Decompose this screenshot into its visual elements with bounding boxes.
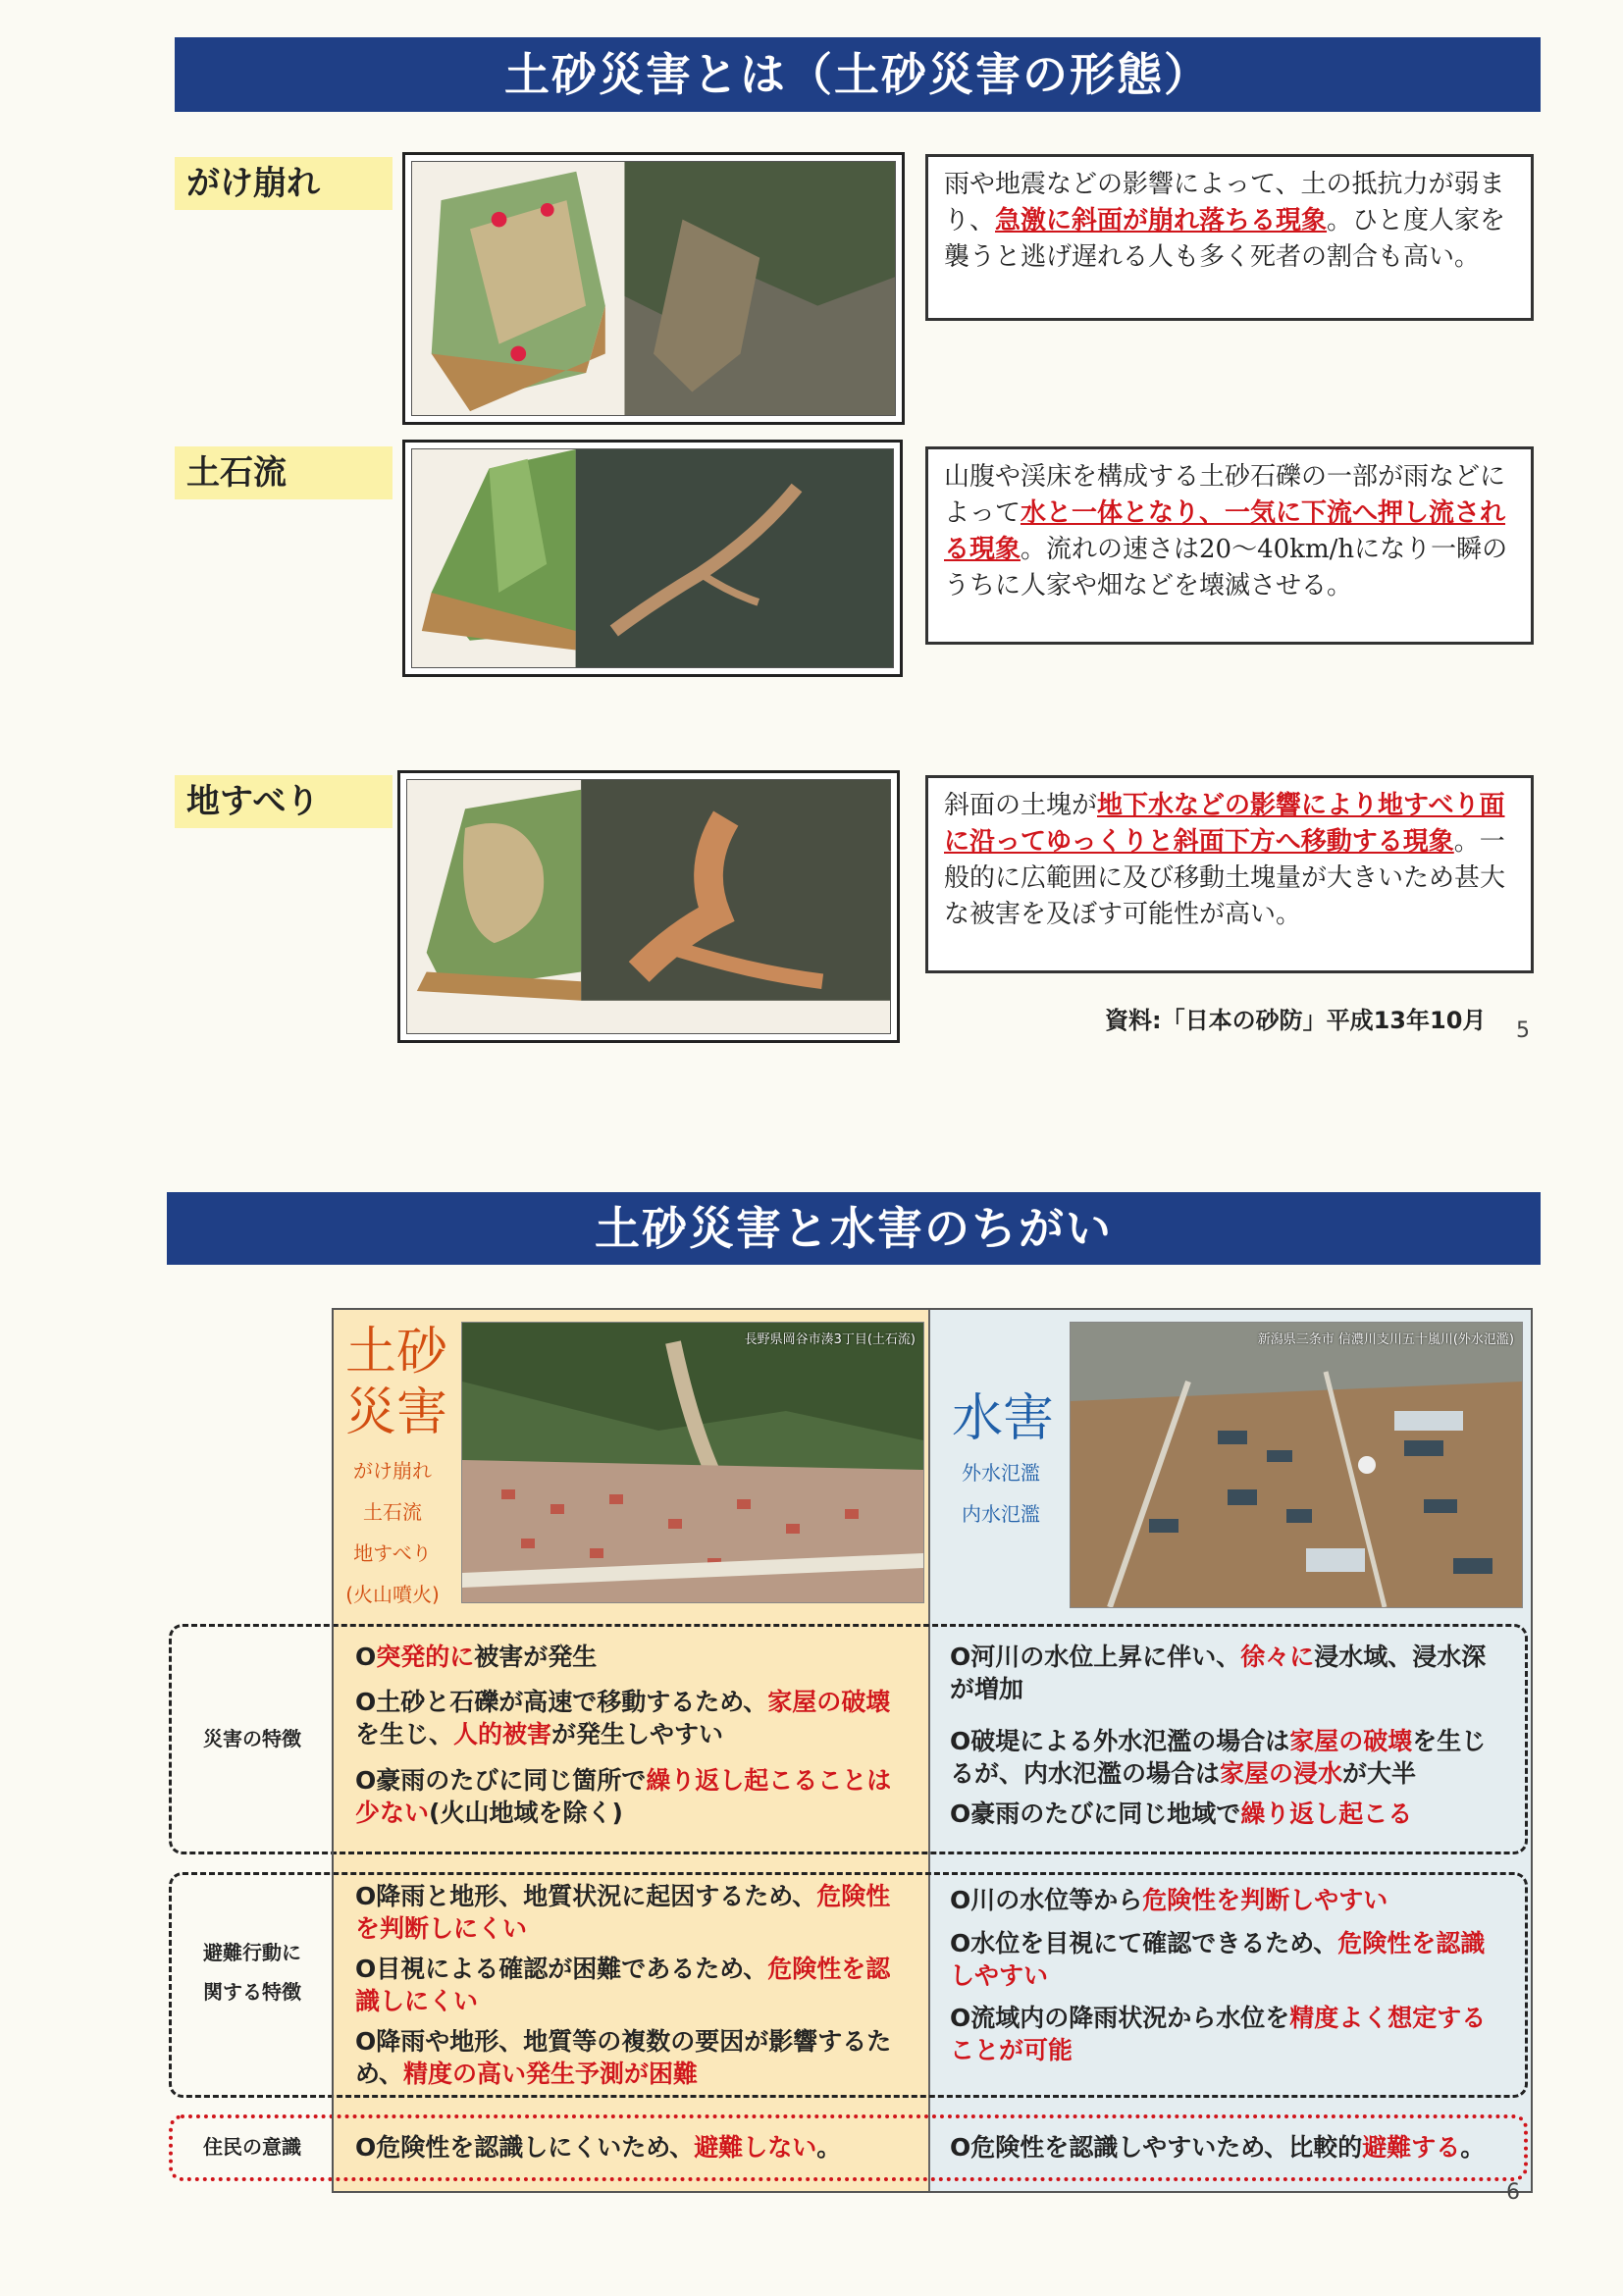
desc-jisuberi	[925, 775, 1534, 973]
earth-row0-item1-seg0: O土砂と石礫が高速で移動するため、	[355, 1688, 768, 1716]
water-subtype-1: 内水氾濫	[962, 1502, 1040, 1526]
page-number-6: 6	[1506, 2180, 1520, 2205]
earth-row0-item1	[355, 1686, 907, 1750]
type-label-gake: がけ崩れ	[175, 157, 393, 210]
water-row1-item1	[950, 1927, 1509, 1992]
water-row0-item2	[950, 1798, 1509, 1830]
gake-illustration	[402, 152, 905, 425]
earth-title: 土砂 災害	[345, 1323, 448, 1442]
earth-photo-caption: 長野県岡谷市湊3丁目(土石流)	[744, 1332, 916, 1347]
water-row0-item0-seg0: O河川の水位上昇に伴い、	[950, 1643, 1241, 1671]
earth-subtype-0: がけ崩れ	[353, 1459, 432, 1483]
water-row0-item0	[950, 1641, 1509, 1705]
desc-gake-text2: 。ひと度人家を襲うと逃げ遅れる人も多く死者の割合も高い。	[944, 206, 1506, 272]
jisuberi-diagram	[407, 780, 890, 1033]
desc-dosekiryu-text1: 山腹や渓床を構成する土砂石礫の一部が雨などによって	[944, 462, 1506, 528]
earth-row1-item2	[355, 2025, 907, 2090]
earth-row1-item0-seg0: O降雨と地形、地質状況に起因するため、	[355, 1882, 817, 1910]
dosekiryu-diagram	[412, 449, 893, 667]
earth-photo	[461, 1322, 924, 1603]
desc-jisuberi-text2: 。一般的に広範囲に及び移動土塊量が大きいため甚大な被害を及ぼす可能性が高い。	[944, 827, 1506, 929]
desc-dosekiryu-highlight: 水と一体となり、一気に下流へ押し流される現象	[944, 498, 1506, 564]
earth-row0-item0	[355, 1641, 907, 1673]
earth-row1-item1-seg1: 危険性を認識しにくい	[355, 1955, 891, 2015]
earth-row0-item2-seg2: (火山地域を除く)	[429, 1799, 623, 1827]
row-label-awareness: 住民の意識	[203, 2135, 301, 2159]
water-row1-item2-seg1: 精度よく想定することが可能	[950, 2004, 1487, 2064]
water-title: 水害	[952, 1389, 1055, 1448]
earth-row1-item2-seg1: 精度の高い発生予測が困難	[403, 2060, 699, 2088]
water-row1-item1-seg0: O水位を目視にて確認できるため、	[950, 1929, 1338, 1957]
water-row0-item0-seg1: 徐々に	[1240, 1643, 1315, 1671]
earth-row0-item0-seg2: 被害が発生	[474, 1643, 598, 1671]
earth-row0-item1-seg2: を生じ、	[355, 1720, 454, 1748]
earth-row2-item0	[355, 2131, 907, 2164]
earth-row0-item2-seg1: 繰り返し起こることは少ない	[355, 1766, 892, 1827]
jisuberi-illustration	[397, 770, 900, 1043]
water-row0-item1-seg4: が大半	[1342, 1759, 1417, 1788]
water-row2-item0-seg1: 避難する	[1362, 2133, 1461, 2162]
earth-row0-item2-seg0: O豪雨のたびに同じ箇所で	[355, 1766, 647, 1795]
earth-row2-item0-seg1: 避難しない	[694, 2133, 817, 2162]
water-photo-caption: 新潟県三条市 信濃川支川五十嵐川(外水氾濫)	[1257, 1332, 1514, 1347]
water-row1-item0-seg0: O川の水位等から	[950, 1886, 1143, 1914]
type-label-dosekiryu: 土石流	[175, 446, 393, 499]
water-row1-item0-seg1: 危険性を判断しやすい	[1142, 1886, 1388, 1914]
row-label-evacuation: 避難行動に 関する特徴	[203, 1941, 301, 2004]
dosekiryu-illustration	[402, 440, 903, 677]
section2-title: 土砂災害と水害のちがい	[167, 1192, 1541, 1265]
earth-row0-item2	[355, 1764, 907, 1829]
earth-row0-item0-seg0: O	[355, 1643, 377, 1671]
water-row0-item0-seg2: 浸水域、浸水深が増加	[950, 1643, 1487, 1703]
type-label-jisuberi: 地すべり	[175, 775, 393, 828]
earth-subtypes	[339, 1450, 446, 1615]
water-row0-item1-seg1: 家屋の破壊	[1289, 1727, 1413, 1755]
water-row0-item2-seg1: 繰り返し起こる	[1240, 1800, 1413, 1828]
earth-row0-item1-seg1: 家屋の破壊	[767, 1688, 891, 1716]
earth-aerial-image	[462, 1323, 923, 1602]
earth-row1-item0	[355, 1880, 907, 1945]
water-aerial-image	[1071, 1323, 1522, 1607]
earth-row2-item0-seg0: O危険性を認識しにくいため、	[355, 2133, 695, 2162]
water-row0-item1-seg0: O破堤による外水氾濫の場合は	[950, 1727, 1290, 1755]
earth-row0-item0-seg1: 突発的に	[376, 1643, 475, 1671]
row-label-features: 災害の特徴	[203, 1727, 301, 1750]
water-row0-item1-seg2: を生じるが、内水氾濫の場合は	[950, 1727, 1487, 1788]
water-row1-item0	[950, 1884, 1509, 1916]
desc-dosekiryu-text2: 。流れの速さは20～40km/hになり一瞬のうちに人家や畑などを壊滅させる。	[944, 535, 1508, 600]
water-subtype-0: 外水氾濫	[962, 1461, 1040, 1485]
water-row1-item1-seg1: 危険性を認識しやすい	[950, 1929, 1486, 1990]
water-row0-item1-seg3: 家屋の浸水	[1220, 1759, 1343, 1788]
earth-row1-item1	[355, 1953, 907, 2017]
water-row1-item2-seg0: O流域内の降雨状況から水位を	[950, 2004, 1290, 2032]
earth-row2-item0-seg2: 。	[816, 2133, 842, 2162]
earth-row1-item1-seg0: O目視による確認が困難であるため、	[355, 1955, 768, 1983]
water-row1-item2	[950, 2002, 1509, 2066]
water-row2-item0	[950, 2131, 1509, 2164]
section1-title: 土砂災害とは（土砂災害の形態）	[175, 37, 1541, 112]
desc-gake-highlight: 急激に斜面が崩れ落ちる現象	[995, 206, 1328, 235]
earth-row0-item1-seg3: 人的被害	[453, 1720, 552, 1748]
earth-row1-item2-seg0: O降雨や地形、地質等の複数の要因が影響するため、	[355, 2027, 892, 2088]
water-row0-item2-seg0: O豪雨のたびに同じ地域で	[950, 1800, 1241, 1828]
earth-row1-item0-seg1: 危険性を判断しにくい	[355, 1882, 891, 1943]
water-subtypes	[942, 1452, 1060, 1535]
earth-subtype-2: 地すべり	[353, 1541, 432, 1565]
water-photo	[1070, 1322, 1523, 1608]
water-row2-item0-seg2: 。	[1460, 2133, 1486, 2162]
earth-row0-item1-seg4: が発生しやすい	[551, 1720, 724, 1748]
desc-jisuberi-highlight: 地下水などの影響により地すべり面に沿ってゆっくりと斜面下方へ移動する現象	[944, 791, 1505, 857]
desc-jisuberi-text1: 斜面の土塊が	[944, 791, 1098, 820]
page-number-5: 5	[1516, 1018, 1530, 1043]
source-citation: 資料:「日本の砂防」平成13年10月	[1105, 1007, 1487, 1034]
gake-diagram	[412, 162, 895, 415]
water-row2-item0-seg0: O危険性を認識しやすいため、比較的	[950, 2133, 1363, 2162]
earth-subtype-3: (火山噴火)	[345, 1583, 440, 1606]
water-row0-item1	[950, 1725, 1509, 1790]
desc-dosekiryu	[925, 446, 1534, 645]
desc-gake-text1: 雨や地震などの影響によって、土の抵抗力が弱まり、	[944, 170, 1505, 235]
desc-gake	[925, 154, 1534, 321]
earth-subtype-1: 土石流	[363, 1500, 422, 1524]
